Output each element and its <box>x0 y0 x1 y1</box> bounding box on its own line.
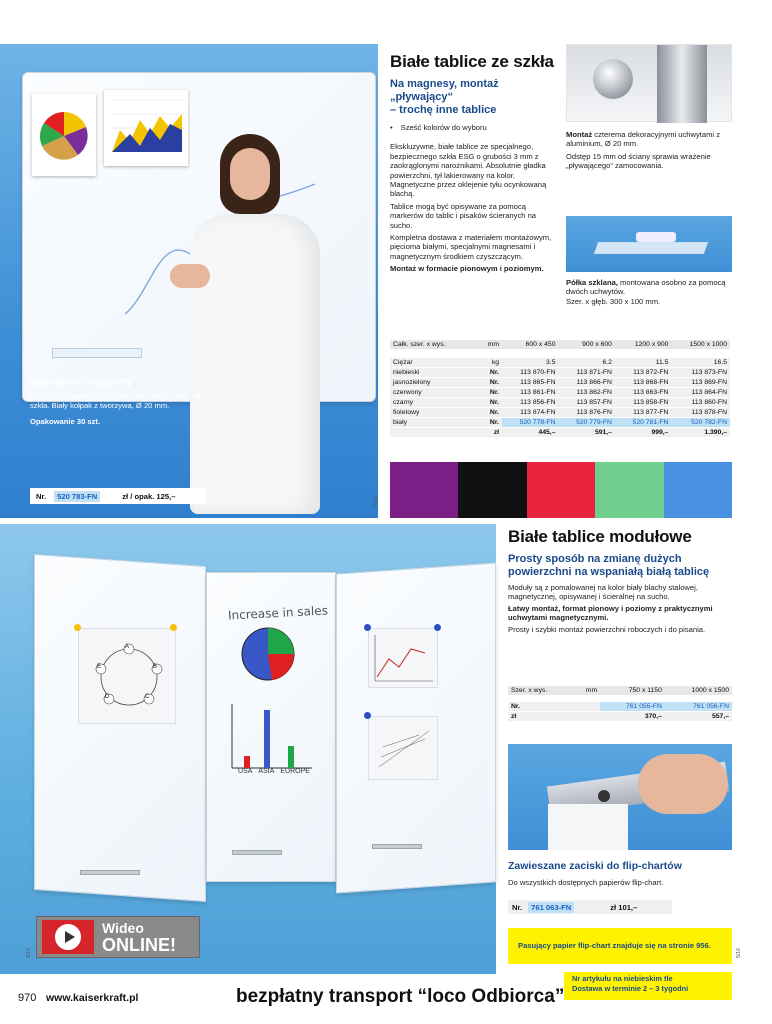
bottom-spec-table <box>508 686 732 722</box>
table-cell: 113 868-FN <box>615 377 671 387</box>
table-cell: 761 055-FN <box>600 702 665 712</box>
table-cell: 113 863-FN <box>615 387 671 397</box>
table-cell: 557,– <box>665 711 732 721</box>
table-cell: 113 874-FN <box>502 407 558 417</box>
clips-price: zł 101,– <box>610 902 638 912</box>
table-cell: 113 864-FN <box>671 387 730 397</box>
clips-nr-label: Nr. <box>512 902 523 912</box>
video-label: Wideo <box>102 920 144 936</box>
table-cell: 113 866-FN <box>558 377 614 387</box>
side-code: 5/16 <box>25 948 32 958</box>
woman-figure <box>150 134 350 518</box>
table-cell: 113 856-FN <box>502 397 558 407</box>
clips-order-bar <box>508 900 672 914</box>
magnet-blue <box>364 712 371 719</box>
swatch-red <box>527 462 595 518</box>
table-cell: 520 781-FN <box>615 417 671 427</box>
marker-rail <box>372 844 422 849</box>
top-subtitle-1: Na magnesy, montaż „pływający“ <box>390 78 499 103</box>
table-cell: niebieski <box>390 367 480 377</box>
table-cell: Nr. <box>480 417 502 427</box>
flip-paper-scatter <box>368 716 438 780</box>
table-row <box>390 358 730 368</box>
bottom-subtitle-1: Prosty sposób na zmianę dużych <box>508 553 682 565</box>
mount-text: czterema dekoracyjnymi uchwytami z aluminium, Ø 20 mm. <box>566 130 721 149</box>
chart-title-handwritten: Increase in sales <box>227 603 329 623</box>
table-cell: 113 858-FN <box>615 397 671 407</box>
table-cell: Nr. <box>480 387 502 397</box>
magnet-yellow <box>170 624 177 631</box>
clips-photo <box>508 744 732 850</box>
table-cell <box>573 702 600 712</box>
table-cell: 6.2 <box>558 358 614 368</box>
th-0: Szer. x wys. <box>508 686 573 696</box>
footer-note-1: Nr artykułu na niebieskim tle <box>572 974 673 983</box>
table-cell: Nr. <box>480 367 502 377</box>
table-cell: 591,– <box>558 427 614 437</box>
table-cell <box>390 427 480 437</box>
flip-label: E <box>97 664 102 670</box>
paper-pie-chart <box>32 94 96 176</box>
bottom-para-3: Prosty i szybki montaż powierzchni roboczych i do pisania. <box>508 624 706 634</box>
magnet-blue <box>364 624 371 631</box>
table-cell: 520 779-FN <box>558 417 614 427</box>
magnets-box <box>30 376 210 426</box>
top-table-head <box>390 340 730 350</box>
flip-label: B <box>153 664 158 670</box>
magnets-text: Duża przyczepność, specjalnie do białych tablic ze szkła. Biały kołpak z tworzywa, Ø 20 mm. <box>30 392 201 411</box>
page-number: 970 <box>18 992 37 1004</box>
table-cell: 113 876-FN <box>558 407 614 417</box>
bar-labels <box>238 768 310 775</box>
online-label: ONLINE! <box>102 935 176 955</box>
top-text-column <box>390 52 558 274</box>
handwritten-pie <box>238 624 298 684</box>
table-cell: 520 778-FN <box>502 417 558 427</box>
shelf-photo <box>566 216 732 272</box>
shelf-text-2: Szer. x głęb. 300 x 100 mm. <box>566 296 661 306</box>
table-cell: 11.5 <box>615 358 671 368</box>
mount-caption <box>566 130 736 171</box>
swatch-green <box>595 462 663 518</box>
side-code: 5/16 <box>735 948 742 958</box>
glass-shelf <box>52 348 142 358</box>
magnet-blue <box>434 624 441 631</box>
magnet-yellow <box>74 624 81 631</box>
table-cell: zł <box>508 711 573 721</box>
top-para-3: Kompletna dostawa z materiałem montażowym, pięcioma białymi, specjalnymi magnesami i magnetycznym środkiem czyszczącym. <box>390 233 552 261</box>
flip-label: A <box>125 644 130 650</box>
th-0: Całk. szer. x wys. <box>390 340 480 350</box>
table-cell: 113 862-FN <box>558 387 614 397</box>
footer-note <box>564 972 732 1000</box>
table-row <box>508 711 732 721</box>
site-link[interactable]: www.kaiserkraft.pl <box>46 992 139 1004</box>
swatch-blue <box>664 462 732 518</box>
table-cell: zł <box>480 427 502 437</box>
footer-note-2: Dostawa w terminie 2 – 3 tygodni <box>572 984 689 993</box>
table-cell: Nr. <box>508 702 573 712</box>
th-1: mm <box>573 686 600 696</box>
top-para-2: Tablice mogą być opisywane za pomocą markerów do tablic i pisaków ścieranych na sucho. <box>390 201 537 230</box>
top-para-1: Ekskluzywne, białe tablice ze specjalnego, bezpiecznego szkła ESG o grubości 3 mm z zaokrąglonymi narożnikami. Absolutnie gładka powierzchni, tył lakierowany na kolor. Magnetyczne przez oklejenie tyłu ocynkowaną blachą. <box>390 142 547 199</box>
top-product-photo <box>0 44 378 518</box>
bottom-product-photo <box>0 524 496 974</box>
table-row <box>390 367 730 377</box>
bottom-text-column <box>508 527 736 634</box>
top-title: Białe tablice ze szkła <box>390 52 554 71</box>
magnets-pack: Opakowanie 30 szt. <box>30 416 101 426</box>
clips-text: Do wszystkich dostępnych papierów flip-chart. <box>508 878 664 887</box>
table-cell: fioletowy <box>390 407 480 417</box>
swatch-violet <box>390 462 458 518</box>
table-cell: 113 877-FN <box>615 407 671 417</box>
top-para-4: Montaż w formacie pionowym i poziomym. <box>390 264 544 274</box>
flipchart-note <box>508 928 732 964</box>
bottom-title: Białe tablice modułowe <box>508 527 692 546</box>
footer-slogan: bezpłatny transport “loco Odbiorca” <box>236 986 565 1007</box>
table-cell: 761 056-FN <box>665 702 732 712</box>
side-code: 5/16 <box>373 496 380 506</box>
table-cell: kg <box>480 358 502 368</box>
table-cell: Ciężar <box>390 358 480 368</box>
swatch-black <box>458 462 526 518</box>
mount-photo <box>566 44 732 122</box>
th-2: 750 x 1150 <box>600 686 665 696</box>
th-1: mm <box>480 340 502 350</box>
table-cell: 370,– <box>600 711 665 721</box>
shelf-caption <box>566 278 736 306</box>
modular-panel-left <box>34 554 206 902</box>
th-2: 600 x 450 <box>502 340 558 350</box>
table-row <box>390 427 730 437</box>
bar-label: EUROPE <box>280 768 310 775</box>
table-cell: biały <box>390 417 480 427</box>
table-cell: 113 857-FN <box>558 397 614 407</box>
magnets-title: Specjalne magnesy <box>30 376 133 388</box>
table-row <box>508 702 732 712</box>
table-cell: Nr. <box>480 407 502 417</box>
mount-text-2: Odstęp 15 mm od ściany sprawia wrażenie „pływającego“ zamocowania. <box>566 151 711 171</box>
table-cell: 113 872-FN <box>615 367 671 377</box>
table-cell: 445,– <box>502 427 558 437</box>
top-bullet <box>390 123 558 132</box>
table-cell: Nr. <box>480 377 502 387</box>
table-cell: 1.390,– <box>671 427 730 437</box>
color-swatches <box>390 462 732 518</box>
bottom-subtitle-2: powierzchni na wspaniałą białą tablicę <box>508 566 710 578</box>
th-3: 900 x 600 <box>558 340 614 350</box>
table-cell: 16.5 <box>671 358 730 368</box>
bar-label: USA <box>238 768 253 775</box>
magnets-nr-label: Nr. <box>36 491 47 501</box>
bottom-para-1: Moduły są z pomalowanej na kolor biały blachy stalowej, magnetycznej, opisywanej i ścieralnej na sucho. <box>508 583 698 602</box>
table-cell: 113 861-FN <box>502 387 558 397</box>
table-cell: 113 860-FN <box>671 397 730 407</box>
flipchart-note-text: Pasujący papier flip-chart znajduje się na stronie 956. <box>518 941 711 951</box>
th-4: 1200 x 900 <box>615 340 671 350</box>
marker-rail <box>80 870 140 875</box>
magnets-nr: 520 783-FN <box>54 491 100 502</box>
play-button-icon[interactable] <box>42 920 94 954</box>
table-cell: 520 782-FN <box>671 417 730 427</box>
th-5: 1500 x 1000 <box>671 340 730 350</box>
table-cell: 3.5 <box>502 358 558 368</box>
table-row <box>390 377 730 387</box>
flip-paper-cycle <box>78 628 176 724</box>
flip-paper-line <box>368 628 438 688</box>
top-subtitle-2: – trochę inne tablice <box>390 104 497 116</box>
table-cell: 113 871-FN <box>558 367 614 377</box>
marker-rail <box>232 850 282 855</box>
table-cell: 113 869-FN <box>671 377 730 387</box>
bottom-para-2: Łatwy montaż, format pionowy i poziomy z praktycznymi uchwytami magnetycznymi. <box>508 603 713 623</box>
shelf-text: montowana osobno za pomocą dwóch uchwytów. <box>566 278 726 297</box>
table-cell: 113 870-FN <box>502 367 558 377</box>
table-cell: 113 865-FN <box>502 377 558 387</box>
table-cell: 113 878-FN <box>671 407 730 417</box>
bullet-icon: • <box>390 123 393 132</box>
bar-label: ASIA <box>258 768 275 775</box>
th-3: 1000 x 1500 <box>665 686 732 696</box>
clips-title: Zawieszane zaciski do flip-chartów <box>508 860 682 872</box>
clips-nr: 761 063-FN <box>528 902 574 913</box>
table-cell: 113 873-FN <box>671 367 730 377</box>
top-spec-table <box>390 340 730 438</box>
table-cell: czerwony <box>390 387 480 397</box>
magnets-order-bar <box>30 488 206 504</box>
table-row <box>390 397 730 407</box>
bottom-table-head <box>508 686 732 696</box>
table-cell: czarny <box>390 397 480 407</box>
table-cell: 999,– <box>615 427 671 437</box>
table-row <box>390 417 730 427</box>
flip-label: D <box>105 694 110 700</box>
shelf-bold: Półka szklana, <box>566 278 618 287</box>
table-row <box>390 407 730 417</box>
flip-label: C <box>145 694 150 700</box>
table-row <box>390 387 730 397</box>
table-cell: jasnozielony <box>390 377 480 387</box>
top-bullet-text: Sześć kolorów do wyboru <box>400 123 487 132</box>
video-online-badge[interactable] <box>36 916 200 958</box>
table-cell <box>573 711 600 721</box>
table-cell: Nr. <box>480 397 502 407</box>
magnets-price: zł / opak. 125,– <box>122 491 176 501</box>
mount-bold: Montaż <box>566 130 593 139</box>
